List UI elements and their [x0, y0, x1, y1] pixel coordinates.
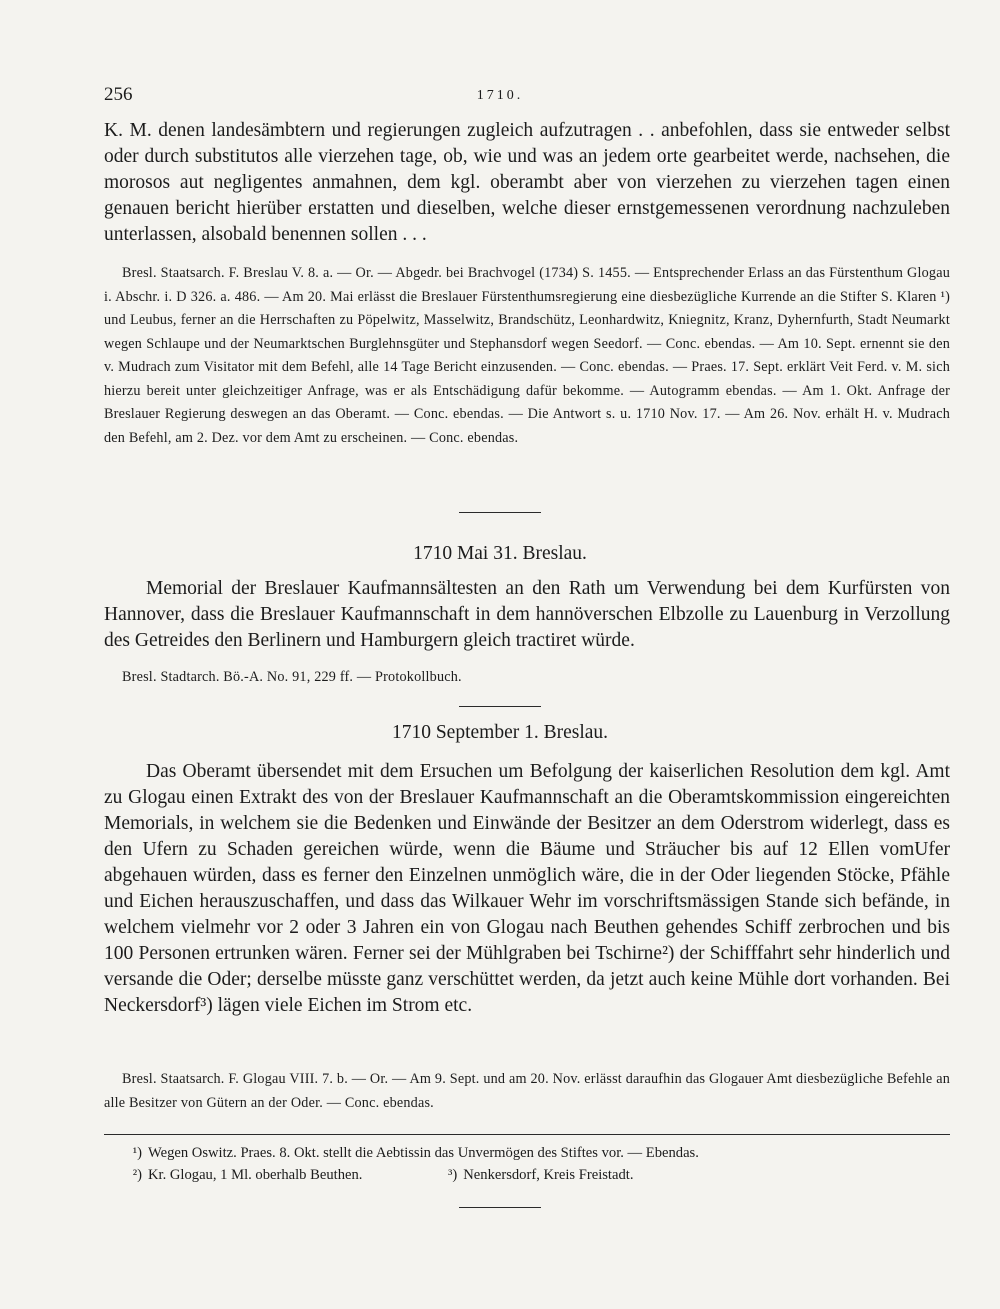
footnote-2-text: Kr. Glogau, 1 Ml. oberhalb Beuthen. — [148, 1167, 363, 1183]
entry-1-block — [104, 576, 950, 654]
footnotes — [104, 1142, 950, 1186]
intro-paragraph: K. M. denen landesämbtern und regierungen zugleich aufzutragen . . anbefohlen, dass sie entweder selbst oder durch substitutos alle vierzehen tage, ob, wie und was an jedem orte gearbeitet werde, nachsehen, die morosos aut negligentes anmahnen, dem kgl. oberambt aber von vierzehen zu vierzehen tagen einen genauen bericht hierüber erstatten und dieselben, welche dieser ernstgemessenen verordnung nachzuleben unterlassen, alsobald benennen sollen . . . — [104, 120, 950, 245]
footnote-separator — [104, 1134, 950, 1135]
intro-paragraph-block — [104, 118, 950, 248]
intro-source-note: Bresl. Staatsarch. F. Breslau V. 8. a. — Or. — Abgedr. bei Brachvogel (1734) S. 1455. — Entsprechender Erlass an das Fürstenthum Glogau i. Abschr. i. D 326. a. 486. — Am 20. Mai erlässt die Breslauer Fürstenthumsregierung eine diesbezügliche Kurrende an die Stifter S. Klaren ¹) und Leubus, ferner an die Herrschaften zu Pöpelwitz, Masselwitz, Brandschütz, Leonhardwitz, Kniegnitz, Kranz, Dyhernfurth, Stadt Neumarkt wegen Schlaupe und der Neumarktschen Burglehnsgüter und Stephansdorf wegen Seedorf. — Conc. ebendas. — Am 10. Sept. ernennt sie den v. Mudrach zum Visitator mit dem Befehl, alle 14 Tage Bericht einzusenden. — Conc. ebendas. — Praes. 17. Sept. erklärt Veit Ferd. v. M. sich hierzu bereit unter gleichzeitiger Anfrage, was er als Entschädigung dafür bekomme. — Autogramm ebendas. — Am 1. Okt. Anfrage der Breslauer Regierung deswegen an das Oberamt. — Conc. ebendas. — Die Antwort s. u. 1710 Nov. 17. — Am 26. Nov. erhält H. v. Mudrach den Befehl, am 2. Dez. vor dem Amt zu erscheinen. — Conc. ebendas. — [104, 265, 950, 446]
footnote-3-text: Nenkersdorf, Kreis Freistadt. — [463, 1167, 634, 1183]
entry-2-source-note: Bresl. Staatsarch. F. Glogau VIII. 7. b. — Or. — Am 9. Sept. und am 20. Nov. erlässt daraufhin das Glogauer Amt diesbezügliche Befehle an alle Besitzer von Gütern an der Oder. — Conc. ebendas. — [104, 1071, 950, 1111]
footnote-1-marker: ¹) — [132, 1145, 142, 1161]
page-number: 256 — [104, 84, 133, 105]
footnote-2-3 — [104, 1164, 950, 1186]
entry-1-note-block — [104, 666, 950, 690]
entry-2-note-block — [104, 1068, 950, 1115]
footnote-1-text: Wegen Oswitz. Praes. 8. Okt. stellt die Aebtissin das Unvermögen des Stiftes vor. — Ebendas. — [148, 1145, 699, 1161]
entry-heading-1710-mai-31: 1710 Mai 31. Breslau. — [413, 543, 587, 564]
entry-2-text: Das Oberamt übersendet mit dem Ersuchen um Befolgung der kaiserlichen Resolution dem kgl. Amt zu Glogau einen Extrakt des von der Breslauer Kaufmannschaft an die Oberamtskommission eingereichten Memorials, in welchem sie die Bedenken und Einwände der Besitzer an dem Oderstrom widerlegt, dass es den Ufern zu Schaden gereichen würde, wenn die Bäume und Sträucher bis auf 12 Ellen vomUfer abgehauen würden, dass es ferner den Einzelnen unmöglich wäre, die in der Oder liegenden Stöcke, Pfähle und Eichen herauszuschaffen, und dass das Wilkauer Wehr im vorschriftsmässigen Stande sich befände, in welchem vielmehr vor 2 oder 3 Jahren ein von Glogau nach Beuthen gehendes Schiff zerbrochen und bis 100 Personen ertrunken wären. Ferner sei der Mühlgraben bei Tschirne²) der Schifffahrt sehr hinderlich und versande die Oder; derselbe müsste ganz verschüttet werden, da jetzt auch keine Mühle dort vorhanden. Bei Neckersdorf³) lägen viele Eichen im Strom etc. — [104, 761, 950, 1016]
footnote-1 — [104, 1142, 950, 1164]
entry-1-source-note: Bresl. Stadtarch. Bö.-A. No. 91, 229 ff. — Protokollbuch. — [122, 669, 462, 685]
section-divider — [459, 512, 541, 513]
entry-2-block — [104, 759, 950, 1019]
footnote-3-marker: ³) — [448, 1167, 458, 1183]
closing-divider — [459, 1207, 541, 1208]
footnote-2-marker: ²) — [132, 1167, 142, 1183]
intro-note-block — [104, 262, 950, 450]
entry-heading-1710-september-1: 1710 September 1. Breslau. — [391, 722, 609, 743]
section-divider — [459, 706, 541, 707]
running-header-year: 1710. — [476, 88, 524, 103]
entry-1-text: Memorial der Breslauer Kaufmannsältesten an den Rath um Verwendung bei dem Kurfürsten von Hannover, dass die Breslauer Kaufmannschaft in dem hannöverschen Elbzolle zu Lauenburg in Verzollung des Getreides den Berlinern und Hamburgern gleich tractiret würde. — [104, 578, 950, 651]
